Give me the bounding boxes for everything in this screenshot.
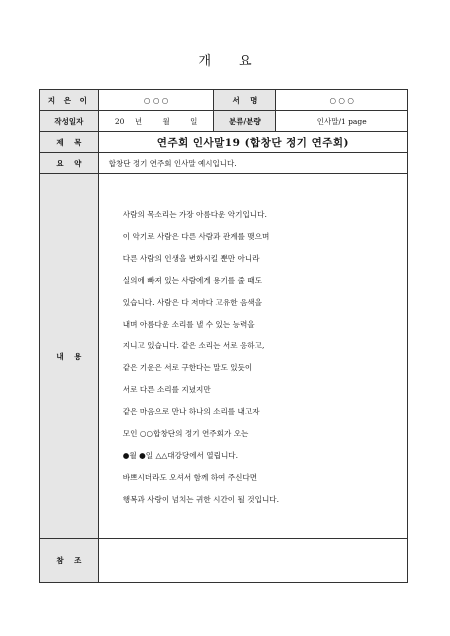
content-line: 내며 아름다운 소리를 낼 수 있는 능력을 [122,319,255,329]
summary-label: 요 약 [40,153,99,174]
signature-label: 서 명 [214,90,276,111]
date-month-unit: 월 [162,116,170,126]
content-label: 내 용 [40,174,99,539]
date-label: 작성일자 [40,111,99,132]
subject-row [40,132,408,153]
signature-value: ○ ○ ○ [276,90,408,111]
content-row [40,174,408,539]
author-label: 지 은 이 [40,90,99,111]
content-line: 다른 사람의 인생을 변화시킬 뿐만 아니라 [122,253,260,263]
title-char: 개 [198,54,211,69]
content-line: 실의에 빠져 있는 사람에게 용기를 줄 때도 [122,275,262,285]
category-label: 분류/분량 [214,111,276,132]
author-value: ○ ○ ○ [98,90,214,111]
content-line: 있습니다. 사람은 다 저마다 고유한 음색을 [122,297,262,307]
summary-value: 합창단 정기 연주회 인사말 예시입니다. [98,153,407,174]
content-line: 이 악기로 사람은 다른 사람과 관계를 맺으며 [122,231,270,241]
subject-label: 제 목 [40,132,99,153]
content-line: 사람의 목소리는 가장 아름다운 악기입니다. [122,210,267,219]
content-line: 지니고 있습니다. 같은 소리는 서로 응하고, [122,341,265,351]
date-year: 20 [114,116,125,126]
content-lines [99,174,407,511]
content-line: 바쁘시더라도 오셔서 함께 하여 주신다면 [122,472,258,482]
overview-form-table [39,89,408,583]
category-value: 인사말/1 page [276,111,408,132]
subject-value: 연주회 인사말19 (합창단 정기 연주회) [98,132,407,153]
content-line: 같은 마음으로 만나 하나의 소리를 내고자 [122,407,260,417]
date-day-unit: 일 [190,116,198,126]
title-char: 요 [239,54,252,69]
reference-label: 참 조 [40,539,99,583]
document-title [0,50,450,69]
content-line: 모인 ○○합창단의 정기 연주회가 오는 [122,429,249,439]
reference-value [98,539,407,583]
date-year-unit: 년 [134,116,143,126]
author-row [40,90,408,111]
summary-row [40,153,408,174]
content-line: ●월 ●일 △△대강당에서 열립니다. [122,450,239,460]
content-line: 행복과 사랑이 넘치는 귀한 시간이 될 것입니다. [122,494,280,504]
content-body [98,174,407,539]
content-line: 서로 다른 소리를 지녔지만 [122,385,211,395]
content-line: 같은 기운은 서로 구한다는 말도 있듯이 [122,363,253,373]
date-value [98,111,214,132]
date-row [40,111,408,132]
reference-row [40,539,408,583]
